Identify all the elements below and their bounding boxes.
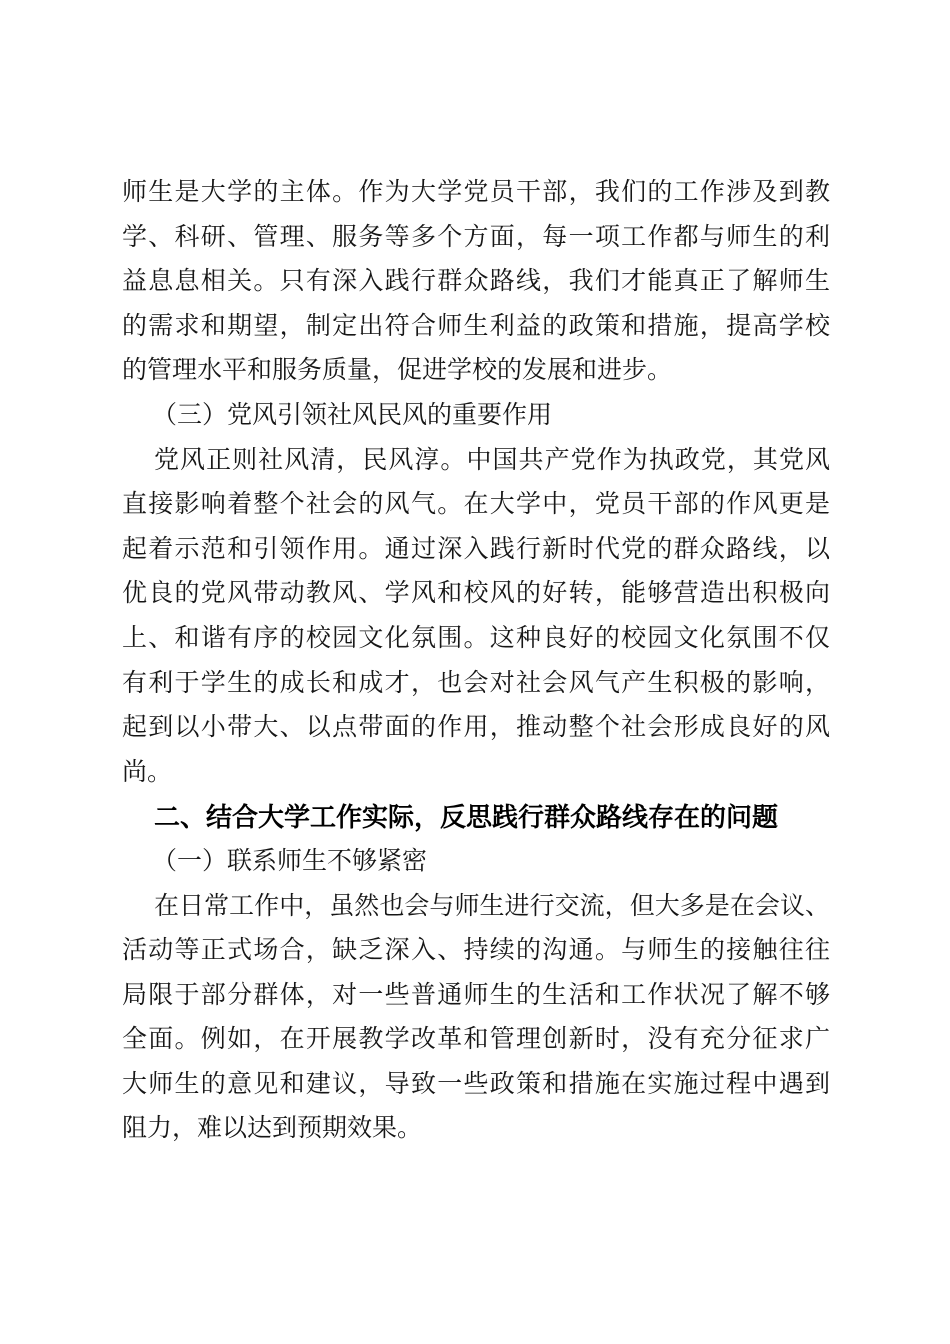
paragraph-line: 党风正则社风清，民风淳。中国共产党作为执政党，其党风 (154, 446, 830, 474)
paragraph-line: 师生是大学的主体。作为大学党员干部，我们的工作涉及到教 (122, 179, 830, 206)
body-paragraph (122, 439, 830, 796)
paragraph-line: 学、科研、管理、服务等多个方面，每一项工作都与师生的利 (122, 223, 830, 251)
sub-heading-contact-issue: （一）联系师生不够紧密 (152, 847, 428, 875)
body-paragraph (122, 885, 830, 1153)
paragraph-line: 起着示范和引领作用。通过深入践行新时代党的群众路线，以 (122, 535, 830, 563)
paragraph-line: 在日常工作中，虽然也会与师生进行交流，但大多是在会议、 (154, 892, 830, 920)
main-heading-section-two: 二、结合大学工作实际，反思践行群众路线存在的问题 (154, 802, 779, 833)
document-text-block (122, 171, 830, 1152)
body-paragraph-continuation (122, 171, 830, 394)
paragraph-line: 的管理水平和服务质量，促进学校的发展和进步。 (122, 357, 673, 385)
paragraph-line: 全面。例如，在开展教学改革和管理创新时，没有充分征求广 (122, 1026, 830, 1054)
paragraph-line: 起到以小带大、以点带面的作用，推动整个社会形成良好的风 (122, 714, 830, 742)
paragraph-line: 尚。 (122, 758, 173, 786)
paragraph-line: 活动等正式场合，缺乏深入、持续的沟通。与师生的接触往往 (122, 937, 830, 965)
paragraph-line: 大师生的意见和建议，导致一些政策和措施在实施过程中遇到 (122, 1070, 830, 1098)
sub-heading-party-conduct: （三）党风引领社风民风的重要作用 (152, 401, 553, 429)
paragraph-line: 有利于学生的成长和成才，也会对社会风气产生积极的影响， (122, 669, 830, 697)
paragraph-line: 益息息相关。只有深入践行群众路线，我们才能真正了解师生 (122, 268, 830, 296)
paragraph-line: 直接影响着整个社会的风气。在大学中，党员干部的作风更是 (122, 491, 830, 519)
paragraph-line: 优良的党风带动教风、学风和校风的好转，能够营造出积极向 (122, 580, 830, 608)
paragraph-line: 阻力，难以达到预期效果。 (122, 1115, 423, 1143)
paragraph-line: 的需求和期望，制定出符合师生利益的政策和措施，提高学校 (122, 312, 830, 340)
paragraph-line: 上、和谐有序的校园文化氛围。这种良好的校园文化氛围不仅 (122, 624, 830, 652)
paragraph-line: 局限于部分群体，对一些普通师生的生活和工作状况了解不够 (122, 981, 830, 1009)
